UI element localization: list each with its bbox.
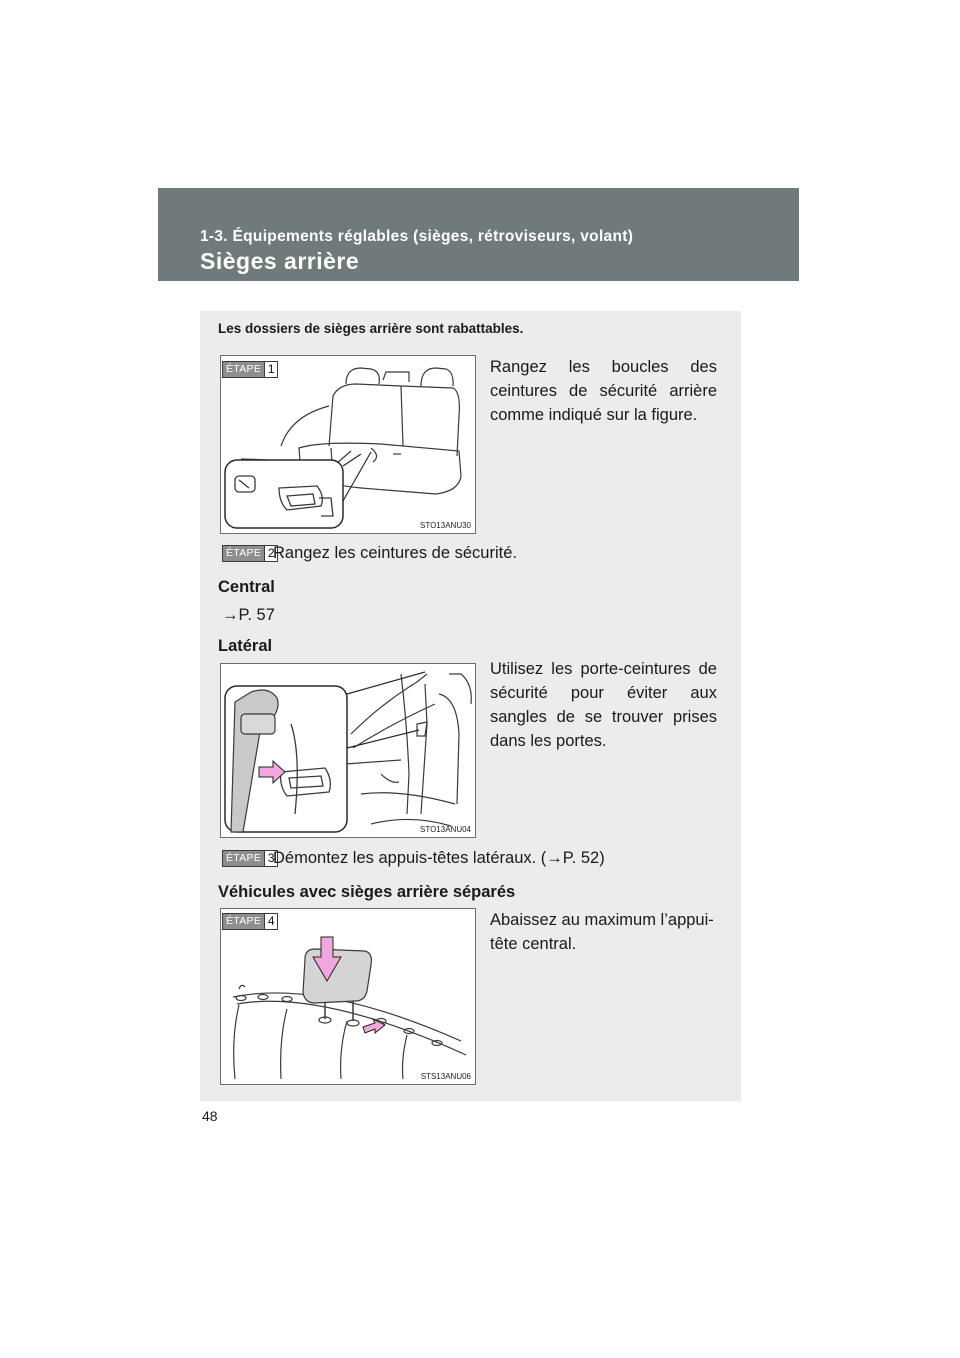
page-title: Sièges arrière bbox=[200, 248, 360, 274]
central-ref: →P. 57 bbox=[222, 606, 275, 624]
figure-seat-buckles bbox=[220, 355, 476, 534]
seat-buckles-illustration bbox=[221, 356, 475, 533]
figure-headrest bbox=[220, 908, 476, 1085]
step-label: ÉTAPE bbox=[223, 914, 264, 929]
step-badge-4 bbox=[222, 913, 278, 930]
step-label: ÉTAPE bbox=[223, 851, 264, 866]
step-label: ÉTAPE bbox=[223, 546, 264, 561]
lateral-heading: Latéral bbox=[218, 637, 273, 655]
section-label: 1-3. Équipements réglables (sièges, rétroviseurs, volant) bbox=[200, 228, 634, 245]
step-badge-3 bbox=[222, 850, 278, 867]
step-3-text: Démontez les appuis-têtes latéraux. (→P. 52) bbox=[273, 849, 605, 867]
figure-belt-holder bbox=[220, 663, 476, 838]
step-1-text: Rangez les boucles des ceintures de sécurité arrière comme indiqué sur la figure. bbox=[490, 358, 717, 424]
central-heading: Central bbox=[218, 578, 275, 596]
lateral-text: Utilisez les porte-ceintures de sécurité pour éviter aux sangles de se trouver prises dans les portes. bbox=[490, 660, 717, 750]
step-number: 1 bbox=[264, 362, 277, 377]
step-badge-1 bbox=[222, 361, 278, 378]
step-number: 3 bbox=[264, 851, 277, 866]
figure-code: STO13ANU30 bbox=[420, 521, 471, 530]
figure-code: STS13ANU06 bbox=[420, 1072, 471, 1081]
step-number: 2 bbox=[264, 546, 277, 561]
step-2-text: Rangez les ceintures de sécurité. bbox=[273, 544, 517, 562]
headrest-illustration bbox=[221, 909, 475, 1084]
belt-holder-illustration bbox=[221, 664, 475, 837]
intro-text: Les dossiers de sièges arrière sont rabattables. bbox=[218, 321, 524, 336]
chapter-header bbox=[158, 188, 799, 281]
separate-seats-heading: Véhicules avec sièges arrière séparés bbox=[218, 883, 516, 901]
step-4-text: Abaissez au maximum l’appui-tête central. bbox=[490, 911, 714, 953]
page-number: 48 bbox=[202, 1108, 218, 1124]
figure-code: STO13ANU04 bbox=[420, 825, 471, 834]
step-label: ÉTAPE bbox=[223, 362, 264, 377]
step-number: 4 bbox=[264, 914, 277, 929]
step-badge-2 bbox=[222, 545, 278, 562]
